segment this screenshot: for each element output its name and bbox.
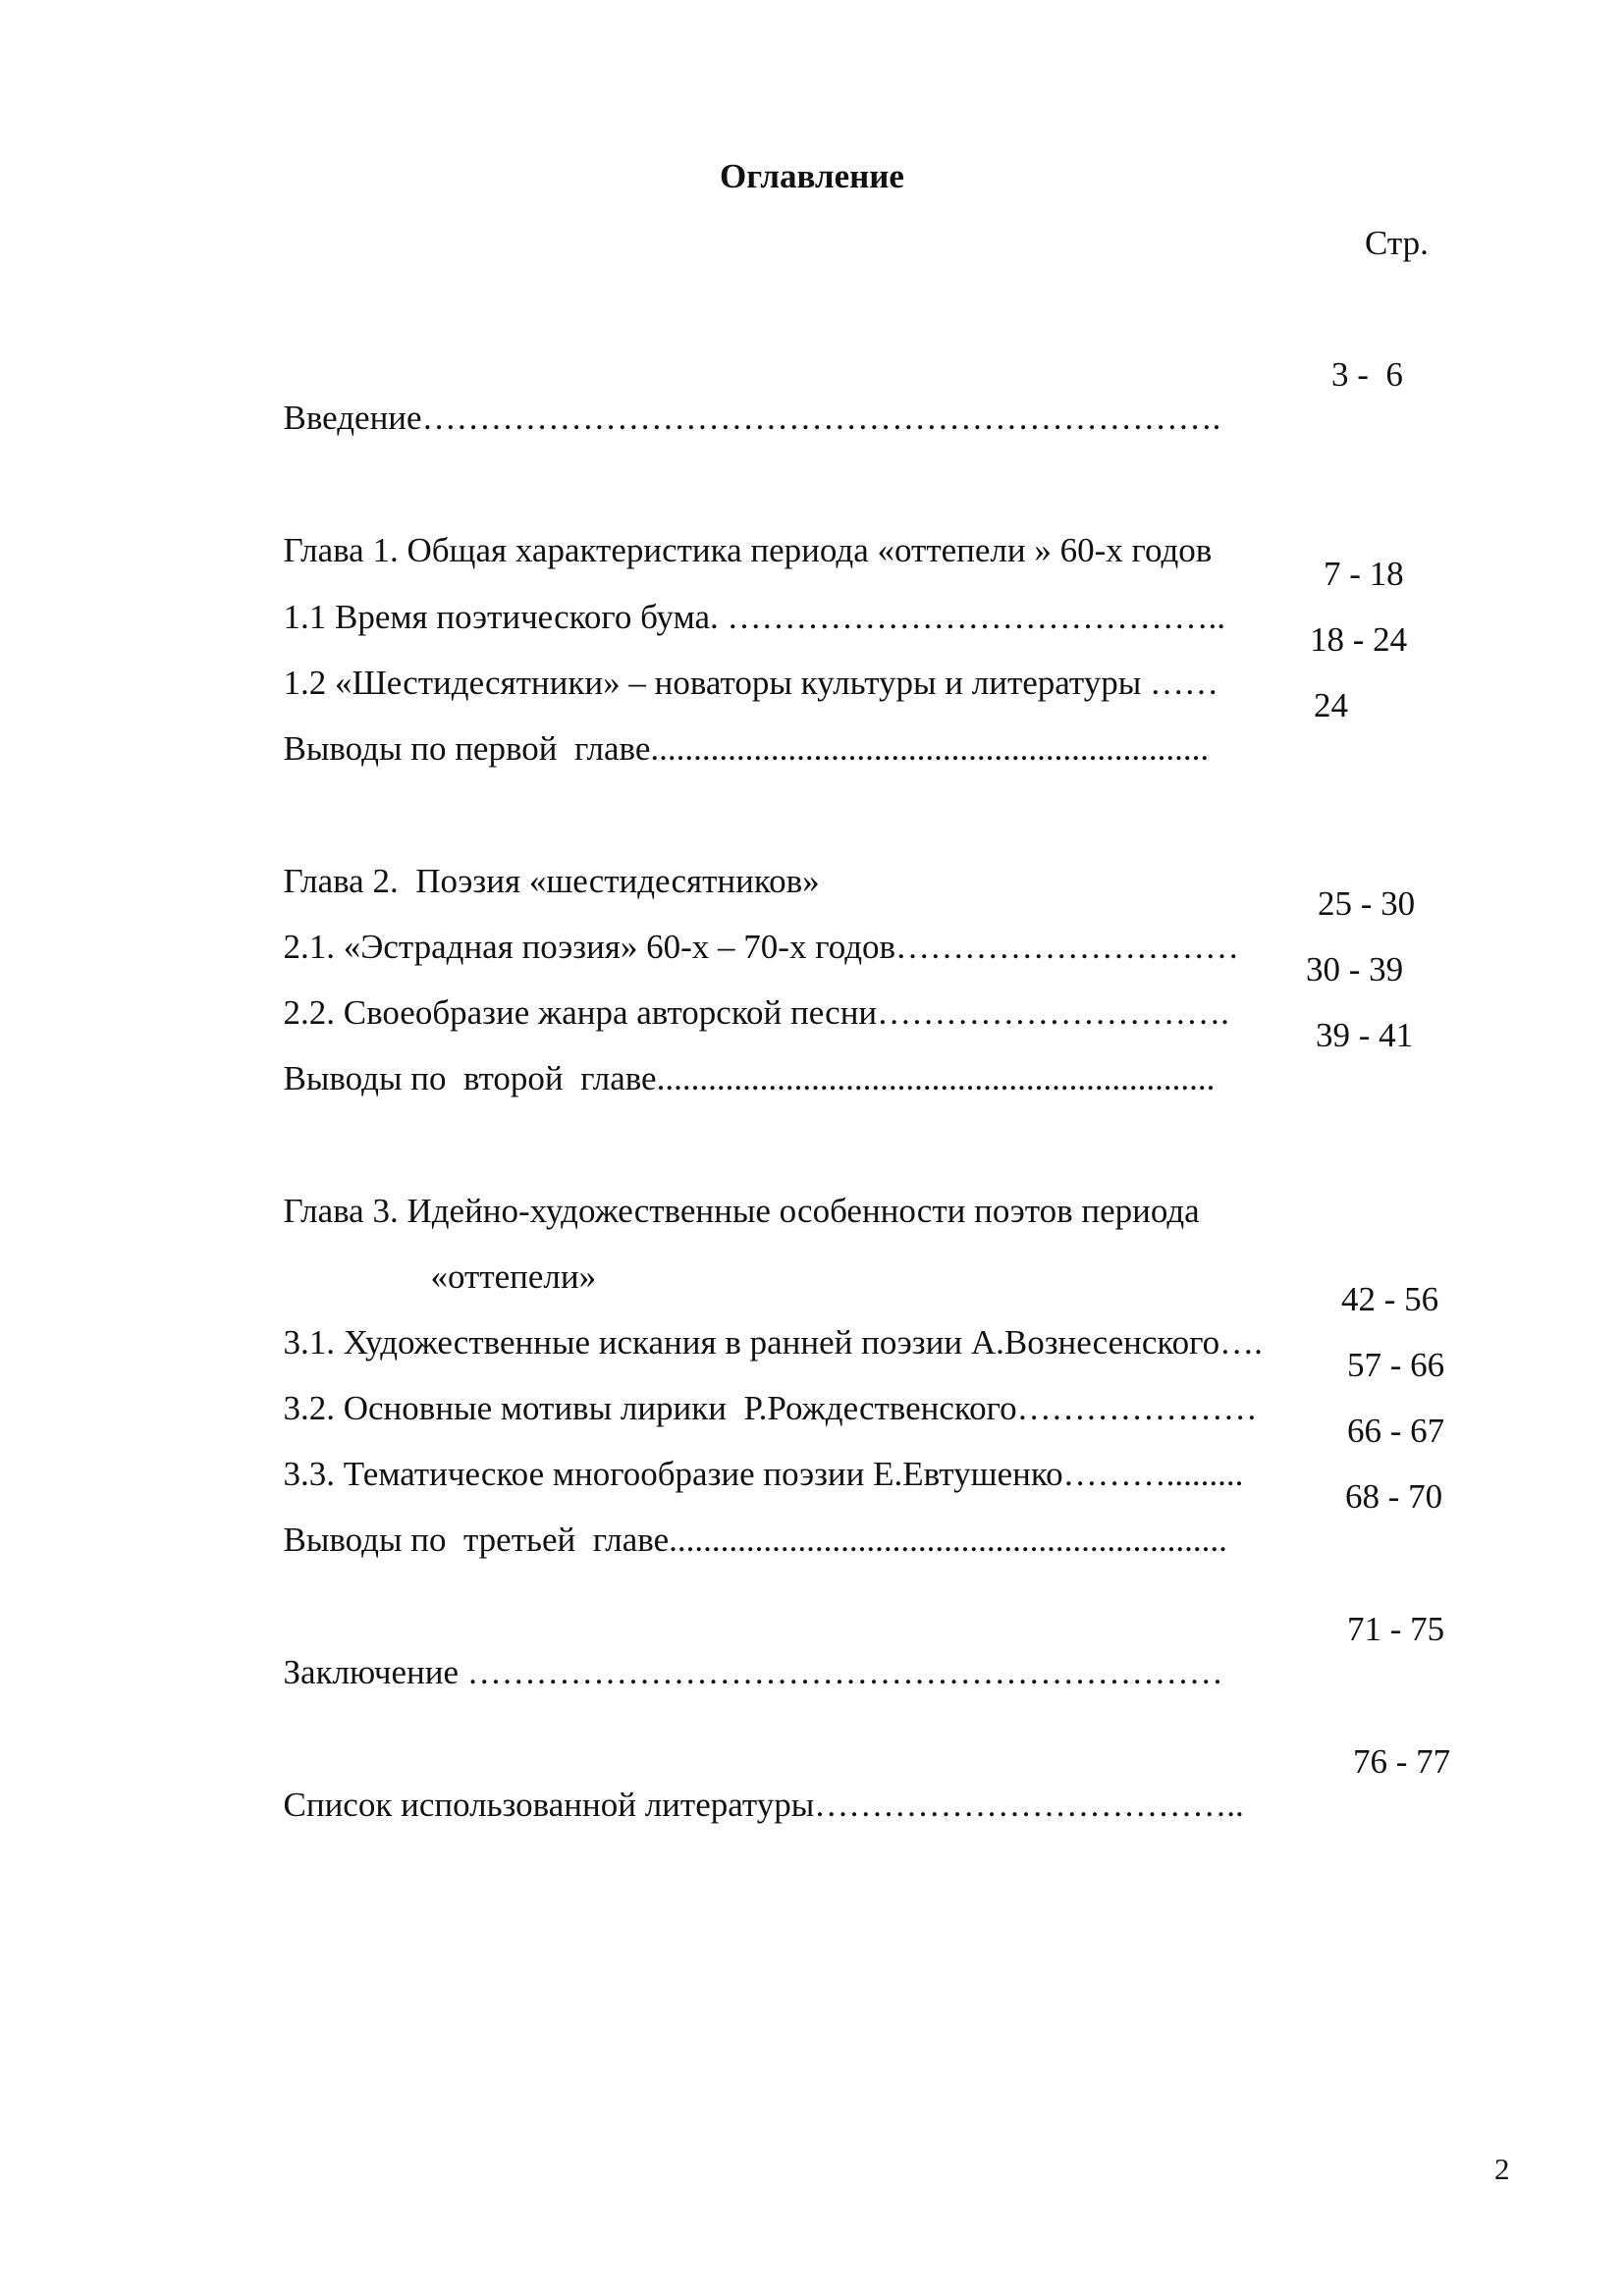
toc-entry-text: Выводы по третьей главе................................................................. <box>283 1521 1227 1559</box>
toc-entry-pages: 3 - 6 <box>1331 355 1403 394</box>
toc-entry-pages: 66 - 67 <box>1347 1412 1445 1450</box>
toc-entry-text: 2.2. Своеобразие жанра авторской песни…………………………. <box>283 993 1229 1032</box>
toc-entry-text: 1.1 Время поэтического бума. …………………………………….. <box>283 598 1226 636</box>
toc-entry-text: Введение……………………………………………………………. <box>283 399 1221 437</box>
toc-entry-text: Глава 2. Поэзия «шестидесятников» <box>283 862 820 900</box>
toc-entry-text: 3.1. Художественные искания в ранней поэзии А.Вознесенского…. <box>283 1323 1263 1362</box>
toc-entry-text: Выводы по второй главе................................................................. <box>283 1059 1216 1097</box>
toc-entry-pages: 39 - 41 <box>1316 1016 1414 1054</box>
toc-entry-text: Выводы по первой главе................................................................. <box>283 729 1210 768</box>
toc-entry-text: «оттепели» <box>430 1257 597 1296</box>
toc-entry-text: Глава 3. Идейно-художественные особенности поэтов периода <box>283 1192 1200 1230</box>
page-number: 2 <box>1494 2152 1510 2186</box>
toc-entry-text: 1.2 «Шестидесятники» – новаторы культуры и литературы …… <box>283 664 1219 702</box>
toc-entry-text: 3.3. Тематическое многообразие поэзии Е.Евтушенко………......... <box>283 1455 1244 1493</box>
toc-entry-pages: 68 - 70 <box>1345 1477 1443 1516</box>
toc-entry-pages: 7 - 18 <box>1324 555 1404 593</box>
toc-entry-pages: 42 - 56 <box>1341 1280 1439 1318</box>
toc-entry-pages: 24 <box>1314 686 1348 724</box>
toc-entry-pages: 57 - 66 <box>1347 1346 1445 1384</box>
toc-entry-text: 2.1. «Эстрадная поэзия» 60-х – 70-х годов………………………… <box>283 928 1240 966</box>
toc-entry-pages: 71 - 75 <box>1347 1610 1445 1648</box>
page-title: Оглавление <box>720 157 904 195</box>
toc-entry-text: Список использованной литературы……………………………….. <box>283 1786 1244 1824</box>
toc-entry-pages: 25 - 30 <box>1318 884 1416 923</box>
toc-entry-pages: 76 - 77 <box>1353 1742 1451 1781</box>
toc-entry <box>232 1740 1451 1913</box>
toc-entry-pages: 18 - 24 <box>1310 620 1408 659</box>
toc-entry-text: Заключение ………………………………………………………… <box>283 1653 1223 1691</box>
toc-entry-text: 3.2. Основные мотивы лирики Р.Рождественского………………… <box>283 1389 1258 1427</box>
page-column-label: Стр. <box>1365 224 1429 262</box>
toc-entry-text: Глава 1. Общая характеристика периода «оттепели » 60-х годов <box>283 531 1213 569</box>
toc-entry-pages: 30 - 39 <box>1306 950 1404 988</box>
